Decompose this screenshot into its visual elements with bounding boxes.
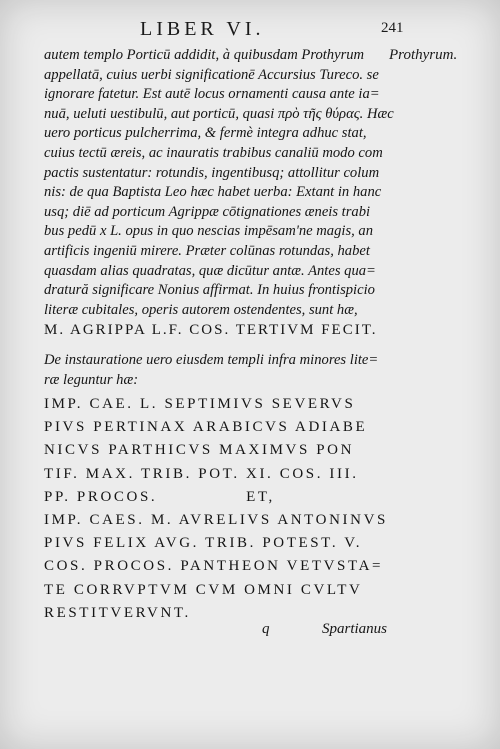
inscription-line: TE CORRVPTVM CVM OMNI CVLTV xyxy=(44,581,363,598)
page-header xyxy=(0,18,500,42)
text-line: ræ leguntur hæ: xyxy=(44,372,139,388)
text-line: artificis ingeniū mirere. Præter colūnas rotundas, habet xyxy=(44,242,370,259)
running-title: LIBER VI. xyxy=(140,18,265,40)
text-line: quasdam alias quadratas, quæ dicūtur antæ. Antes qua= xyxy=(44,262,376,279)
text-line: De instauratione uero eiusdem templi infra minores lite= xyxy=(44,352,379,368)
signature-mark: q xyxy=(262,621,270,637)
text-line: usq; diē ad porticum Agrippæ cōtignationes æneis trabi xyxy=(44,203,371,220)
text-line: appellatā, cuius uerbi significationē Accursius Tureco. se xyxy=(44,66,379,83)
inscription-line: COS. PROCOS. PANTHEON VETVSTA= xyxy=(44,558,384,575)
text-line: autem templo Porticū addidit, à quibusdam Prothyrum xyxy=(44,47,365,63)
catchword: Spartianus xyxy=(322,621,388,637)
inscription-line: PP. PROCOS. ET, xyxy=(44,488,275,505)
inscription-line: PIVS FELIX AVG. TRIB. POTEST. V. xyxy=(44,535,363,552)
inscription-agrippa: M. AGRIPPA L.F. COS. TERTIVM FECIT. xyxy=(44,322,378,338)
text-line: nuā, ueluti uestibulū, aut porticū, quasi πρὸ τῆς θύρας. Hæc xyxy=(44,105,394,122)
inscription-line: NICVS PARTHICVS MAXIMVS PON xyxy=(44,442,355,459)
text-line: literæ cubitales, operis autorem ostendentes, sunt hæ, xyxy=(44,301,358,318)
inscription-line: IMP. CAES. M. AVRELIVS ANTONINVS xyxy=(44,512,388,529)
text-line: ignorare fatetur. Est autē locus ornamenti causa ante ia= xyxy=(44,86,380,103)
page-number: 241 xyxy=(381,20,404,36)
body-paragraph xyxy=(44,46,394,320)
inscription-restoration xyxy=(44,393,464,625)
inscription-line: TIF. MAX. TRIB. POT. XI. COS. III. xyxy=(44,465,359,482)
text-line: cuius tectū æreis, ac inauratis trabibus canaliū modo com xyxy=(44,144,383,161)
restoration-paragraph xyxy=(44,350,404,390)
text-line: uero porticus pulcherrima, & fermè integra adhuc stat, xyxy=(44,125,367,142)
inscription-line: PIVS PERTINAX ARABICVS ADIABE xyxy=(44,419,368,436)
inscription-line: RESTITVERVNT. xyxy=(44,604,191,621)
text-line: bus pedū x L. opus in quo nescias impēsam'ne magis, an xyxy=(44,223,374,240)
text-line: dratură significare Nonius affirmat. In huius frontispicio xyxy=(44,282,375,299)
text-line: pactis sustentatur: rotundis, ingentibusq; attollitur colum xyxy=(44,164,380,181)
text-line: nis: de qua Baptista Leo hæc habet uerba: Extant in hanc xyxy=(44,184,382,201)
inscription-line: IMP. CAE. L. SEPTIMIVS SEVERVS xyxy=(44,396,356,412)
margin-note: Prothyrum. xyxy=(389,47,458,63)
